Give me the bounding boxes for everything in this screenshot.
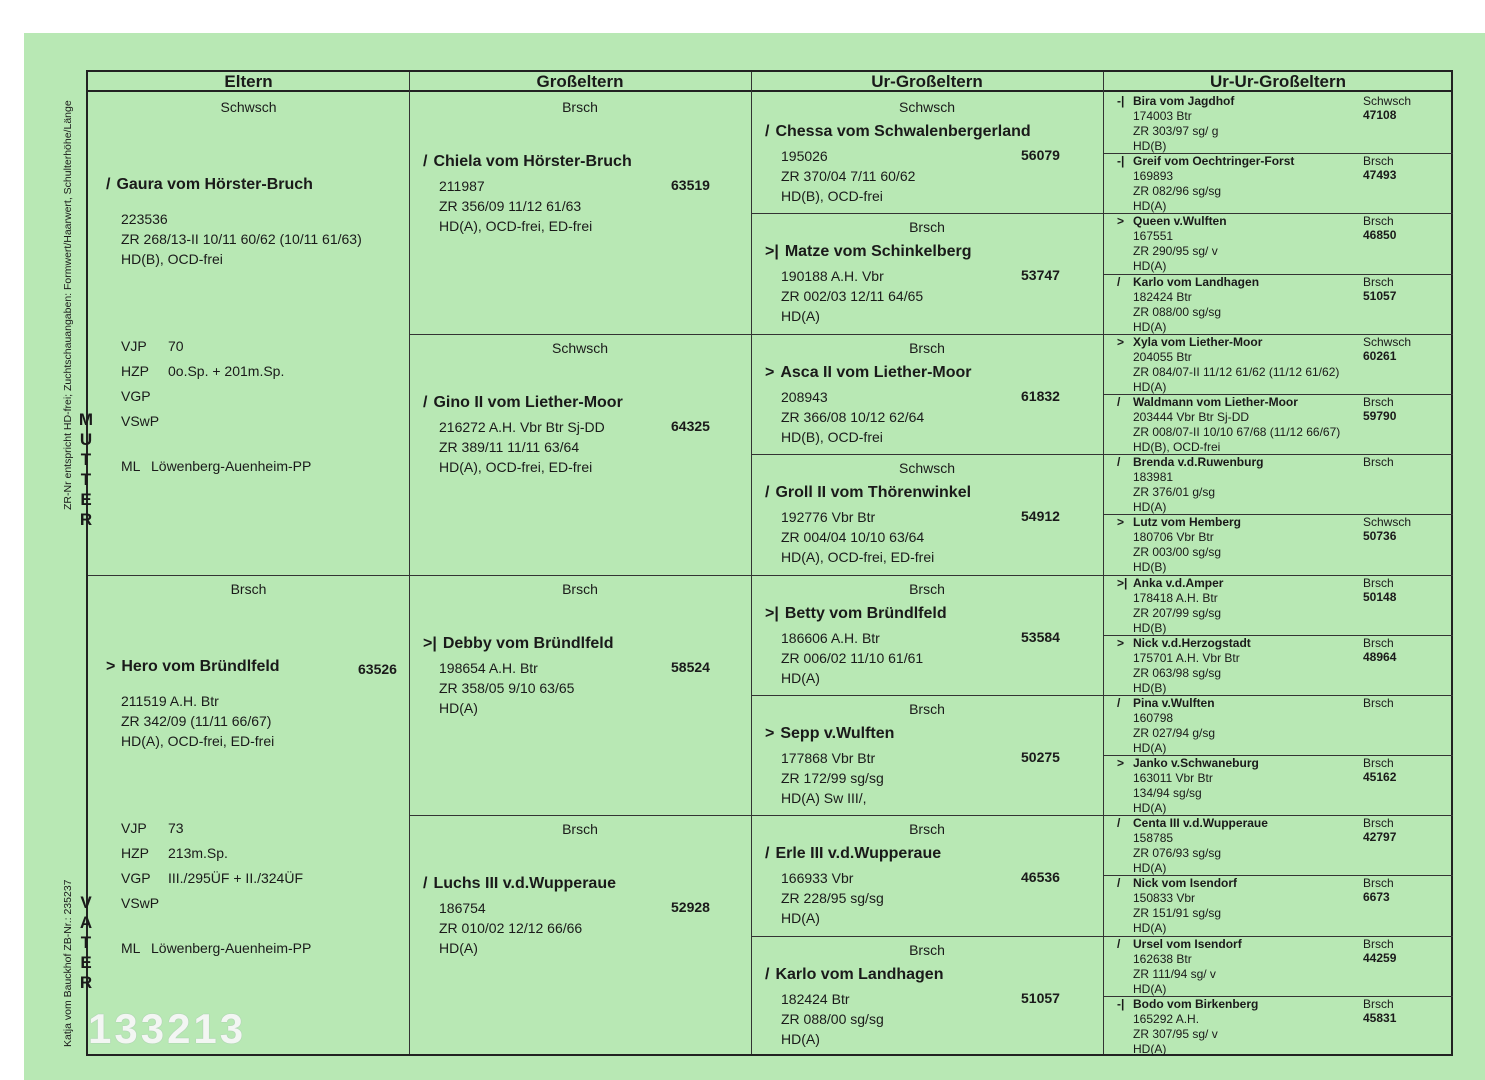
breed-label: Brsch: [909, 700, 945, 717]
line-mark: >: [1117, 635, 1125, 650]
line-mark: >|: [423, 634, 437, 652]
breed-label: Brsch: [1363, 394, 1394, 409]
label-letter: R: [79, 510, 93, 529]
dog-name: Ursel vom Isendorf: [1133, 936, 1242, 951]
dog-name: [765, 364, 972, 382]
dog-name: Queen v.Wulften: [1133, 214, 1227, 229]
line-mark: /: [1117, 394, 1121, 409]
dog-detail: HD(A): [781, 669, 820, 686]
line-mark: >: [106, 657, 116, 675]
line-mark: -|: [1117, 996, 1125, 1011]
dog-name: Pina v.Wulften: [1133, 695, 1215, 710]
trial-label: VSwP: [121, 894, 160, 911]
dog-detail: ZR 207/99 sg/sg: [1133, 605, 1222, 620]
gg-grandparent-cell: [1103, 454, 1453, 514]
label-letter: E: [80, 953, 92, 972]
line-mark: /: [1117, 816, 1121, 831]
gg-grandparent-cell: [1103, 815, 1453, 875]
registry-number: 63519: [671, 177, 710, 193]
breed-label: Schwsch: [551, 339, 609, 356]
dog-detail: ZR 027/94 g/sg: [1133, 725, 1216, 740]
trial-label: ML: [121, 458, 141, 474]
breed-label: Brsch: [1363, 816, 1394, 831]
dog-name: Nick v.d.Herzogstadt: [1133, 635, 1251, 650]
line-mark: -|: [1117, 94, 1125, 108]
dog-detail: 211987: [439, 178, 485, 194]
registry-number: 60261: [1363, 348, 1397, 363]
dog-detail: HD(A): [439, 940, 478, 957]
breed-label: Brsch: [230, 580, 267, 597]
trial-value: Löwenberg-Auenheim-PP: [151, 939, 312, 956]
dog-detail: 186754: [439, 900, 486, 917]
dog-detail: ZR 082/96 sg/sg: [1133, 184, 1222, 199]
dog-name-text: Betty vom Bründlfeld: [784, 604, 947, 622]
registry-number: 50736: [1363, 529, 1397, 544]
line-mark: /: [1117, 936, 1121, 951]
dog-detail: HD(A): [1133, 259, 1167, 274]
dog-detail: ZR 228/95 sg/sg: [781, 890, 884, 907]
dog-name-text: Erle III v.d.Wupperaue: [775, 845, 942, 863]
gg-grandparent-cell: [1103, 213, 1453, 273]
dog-name: [765, 845, 941, 863]
dog-detail: HD(B), OCD-frei: [1133, 439, 1221, 454]
breed-label: Schwsch: [1363, 94, 1412, 108]
registry-number: 48964: [1363, 649, 1397, 664]
breed-label: Brsch: [1363, 214, 1394, 229]
trial-label: HZP: [121, 844, 149, 861]
dog-name: Bira vom Jagdhof: [1133, 94, 1235, 108]
dog-name: [423, 394, 623, 412]
line-mark: >|: [765, 243, 779, 261]
dog-detail: 177868 Vbr Btr: [781, 749, 876, 766]
line-mark: /: [423, 153, 428, 170]
dog-name: Brenda v.d.Ruwenburg: [1133, 455, 1264, 470]
gg-grandparent-cell: [1103, 996, 1453, 1056]
dog-detail: ZR 063/98 sg/sg: [1133, 665, 1222, 680]
line-mark: >|: [765, 604, 779, 622]
dog-detail: 190188 A.H. Vbr: [781, 268, 884, 285]
dog-detail: 165292 A.H.: [1133, 1011, 1200, 1026]
pedigree-table: [86, 70, 1453, 1056]
dog-detail: ZR 002/03 12/11 64/65: [781, 288, 924, 305]
dog-name: Karlo vom Landhagen: [1133, 274, 1260, 289]
dog-detail: HD(A): [781, 1030, 820, 1047]
dog-detail: HD(A): [781, 910, 820, 927]
trial-value: 0o.Sp. + 201m.Sp.: [168, 363, 285, 379]
dog-detail: HD(B): [1133, 560, 1167, 575]
dog-detail: HD(A): [781, 308, 820, 325]
registry-number: 61832: [1021, 387, 1060, 404]
dog-detail: ZR 010/02 12/12 66/66: [439, 920, 583, 937]
dog-detail: ZR 111/94 sg/ v: [1133, 966, 1216, 981]
dog-detail: HD(A): [1133, 319, 1167, 334]
gg-grandparent-cell: [1103, 514, 1453, 574]
dog-detail: ZR 307/95 sg/ v: [1133, 1026, 1218, 1041]
breed-label: Brsch: [1363, 876, 1394, 891]
trial-value: Löwenberg-Auenheim-PP: [151, 458, 312, 474]
trial-label: HZP: [121, 363, 149, 379]
dog-detail: 186606 A.H. Btr: [781, 629, 880, 646]
dog-detail: 195026: [781, 148, 828, 164]
dog-detail: ZR 088/00 sg/sg: [1133, 304, 1222, 319]
registry-number: 59790: [1363, 408, 1397, 423]
line-mark: -|: [1117, 154, 1125, 169]
dog-detail: ZR 006/02 11/10 61/61: [781, 649, 924, 666]
dog-detail: ZR 004/04 10/10 63/64: [781, 529, 925, 546]
dog-name-text: Chiela vom Hörster-Bruch: [433, 153, 632, 170]
registry-number: 44259: [1363, 950, 1397, 965]
dog-detail: HD(A) Sw III/,: [781, 789, 867, 806]
line-mark: /: [1117, 876, 1121, 891]
dog-detail: HD(B), OCD-frei: [781, 188, 883, 204]
dog-name: [765, 966, 943, 984]
dog-detail: 203444 Vbr Btr Sj-DD: [1133, 409, 1250, 424]
breed-label: Brsch: [909, 941, 945, 958]
dog-detail: ZR 358/05 9/10 63/65: [439, 679, 575, 696]
dog-detail: HD(B): [1133, 680, 1167, 695]
line-mark: /: [106, 176, 111, 193]
dog-detail: 211519 A.H. Btr: [121, 692, 219, 709]
line-mark: /: [765, 123, 770, 140]
dog-detail: 204055 Btr: [1133, 349, 1192, 364]
dog-detail: HD(B): [1133, 139, 1167, 153]
grandparent-cell: [409, 334, 751, 575]
dog-name: Waldmann vom Liether-Moor: [1133, 394, 1298, 409]
column-header-1: Eltern: [88, 72, 409, 92]
grandparent-cell: [409, 815, 751, 1056]
dog-detail: ZR 151/91 sg/sg: [1133, 906, 1222, 921]
line-mark: /: [1117, 695, 1121, 710]
label-letter: M: [78, 410, 94, 429]
gg-grandparent-cell: [1103, 153, 1453, 213]
side-note-bottom: Katja vom Bauckhof ZB-Nr.: 235237: [62, 879, 74, 1047]
dog-detail: ZR 303/97 sg/ g: [1133, 124, 1219, 138]
dog-detail: ZR 290/95 sg/ v: [1133, 244, 1218, 259]
dog-name: [765, 243, 972, 261]
trial-value: 213m.Sp.: [168, 844, 228, 861]
dog-detail: 162638 Btr: [1133, 951, 1192, 966]
registry-number: 64325: [671, 417, 710, 434]
breed-label: Brsch: [1363, 695, 1394, 710]
dog-name-text: Groll II vom Thörenwinkel: [775, 484, 972, 502]
dog-detail: ZR 356/09 11/12 61/63: [439, 198, 582, 214]
gg-grandparent-cell: [1103, 93, 1453, 153]
dog-detail: HD(B), OCD-frei: [121, 251, 223, 267]
registry-number: 52928: [671, 899, 710, 916]
registry-number: 46850: [1363, 228, 1397, 243]
dog-name: Anka v.d.Amper: [1133, 575, 1224, 590]
dog-name-text: Debby vom Bründlfeld: [442, 634, 614, 652]
trial-value: III./295ÜF + II./324ÜF: [168, 869, 304, 886]
breed-label: Brsch: [909, 339, 945, 356]
gg-grandparent-cell: [1103, 334, 1453, 394]
breed-label: Brsch: [909, 219, 945, 236]
dog-detail: 208943: [781, 388, 828, 405]
trial-label: ML: [121, 939, 141, 956]
dog-detail: HD(A): [1133, 861, 1167, 876]
dog-detail: ZR 342/09 (11/11 66/67): [121, 712, 272, 729]
registry-number: 50148: [1363, 589, 1397, 604]
registry-number: 53747: [1021, 267, 1060, 284]
column-header-2: Großeltern: [409, 72, 751, 92]
dog-detail: HD(A), OCD-frei, ED-frei: [121, 732, 275, 749]
dog-detail: HD(A): [439, 699, 478, 716]
breed-label: Schwsch: [898, 460, 956, 477]
dog-detail: 169893: [1133, 169, 1174, 184]
gg-grandparent-cell: [1103, 394, 1453, 454]
registry-number: 6673: [1363, 890, 1390, 905]
dog-detail: ZR 008/07-II 10/10 67/68 (11/12 66/67): [1133, 424, 1341, 439]
label-letter: A: [79, 913, 93, 932]
trial-label: VGP: [121, 388, 151, 404]
dog-detail: HD(A): [1133, 500, 1167, 515]
breed-label: Brsch: [1363, 756, 1394, 771]
label-letter: R: [79, 973, 93, 992]
registry-number: 46536: [1021, 869, 1060, 886]
line-mark: >: [1117, 334, 1125, 349]
dog-detail: 182424 Btr: [1133, 289, 1192, 304]
dog-detail: ZR 370/04 7/11 60/62: [781, 168, 916, 184]
dog-name: [765, 484, 971, 502]
great-grandparent-cell: [751, 936, 1103, 1056]
great-grandparent-cell: [751, 575, 1103, 695]
breed-label: Brsch: [1363, 154, 1394, 169]
label-letter: T: [80, 933, 92, 952]
dog-name-text: Hero vom Bründlfeld: [121, 657, 280, 675]
dog-name: Janko v.Schwaneburg: [1133, 756, 1259, 771]
grandparent-cell: [409, 575, 751, 816]
dog-detail: 150833 Vbr: [1133, 891, 1196, 906]
dog-detail: 166933 Vbr: [781, 870, 854, 887]
dog-detail: ZR 376/01 g/sg: [1133, 485, 1216, 500]
dog-name: Nick vom Isendorf: [1133, 876, 1238, 891]
label-letter: U: [79, 430, 93, 449]
great-grandparent-cell: [751, 213, 1103, 333]
dog-name: [423, 153, 632, 171]
column-header-3: Ur-Großeltern: [751, 72, 1103, 92]
dog-detail: HD(B), OCD-frei: [781, 428, 883, 445]
great-grandparent-cell: [751, 93, 1103, 213]
dog-detail: 158785: [1133, 831, 1174, 846]
dog-detail: 174003 Btr: [1133, 109, 1192, 123]
registry-number: 42797: [1363, 830, 1397, 845]
breed-label: Brsch: [1363, 936, 1394, 951]
dog-detail: HD(A), OCD-frei, ED-frei: [439, 218, 593, 234]
great-grandparent-cell: [751, 334, 1103, 454]
parent-cell: [88, 575, 409, 1057]
dog-detail: ZR 076/93 sg/sg: [1133, 846, 1222, 861]
dog-detail: ZR 366/08 10/12 62/64: [781, 408, 925, 425]
dog-name-text: Karlo vom Landhagen: [775, 965, 944, 983]
dog-name: [106, 658, 280, 676]
line-mark: /: [765, 965, 770, 983]
dog-detail: 182424 Btr: [781, 990, 850, 1007]
great-grandparent-cell: [751, 454, 1103, 574]
line-mark: /: [423, 875, 428, 893]
registry-number: 53584: [1021, 628, 1060, 645]
gg-grandparent-cell: [1103, 575, 1453, 635]
dog-name: Bodo vom Birkenberg: [1133, 996, 1259, 1011]
dog-detail: 160798: [1133, 710, 1174, 725]
dog-detail: HD(A), OCD-frei, ED-frei: [781, 549, 935, 566]
side-note-top: ZR-Nr entspricht HD-frei; Zuchtschauangaben: Formwert/Haarwert, Schulterhöhe/Länge: [62, 100, 74, 510]
dog-name-text: Sepp v.Wulften: [780, 724, 895, 742]
registry-number: 47108: [1363, 108, 1397, 122]
line-mark: >: [1117, 515, 1125, 530]
breed-label: Schwsch: [1363, 515, 1412, 530]
column-header-4: Ur-Ur-Großeltern: [1103, 72, 1453, 92]
breed-label: Schwsch: [220, 99, 277, 115]
breed-label: Brsch: [562, 580, 598, 597]
breed-label: Schwsch: [898, 99, 956, 115]
breed-label: Brsch: [1363, 996, 1394, 1011]
dog-name-text: Gaura vom Hörster-Bruch: [116, 176, 313, 193]
line-mark: >: [1117, 756, 1125, 771]
breed-label: Brsch: [909, 580, 945, 597]
dog-detail: ZR 084/07-II 11/12 61/62 (11/12 61/62): [1133, 364, 1340, 379]
breed-label: Brsch: [1363, 274, 1394, 289]
dog-name: [765, 725, 894, 743]
dog-detail: HD(A): [1133, 740, 1167, 755]
dog-detail: ZR 389/11 11/11 63/64: [439, 438, 580, 455]
dog-name: [765, 123, 1031, 141]
dog-name: [423, 635, 614, 653]
registry-number: 54912: [1021, 508, 1060, 525]
breed-label: Brsch: [1363, 635, 1394, 650]
line-mark: /: [765, 484, 770, 502]
breed-label: Brsch: [562, 99, 598, 115]
gg-grandparent-cell: [1103, 875, 1453, 935]
dog-name: Xyla vom Liether-Moor: [1133, 334, 1263, 349]
dog-detail: HD(A): [1133, 1041, 1167, 1056]
trial-value: 70: [168, 338, 184, 354]
dog-detail: 180706 Vbr Btr: [1133, 530, 1214, 545]
trial-value: 73: [168, 819, 184, 836]
trial-label: VGP: [121, 869, 151, 886]
dog-detail: 178418 A.H. Btr: [1133, 590, 1218, 605]
breed-label: Schwsch: [1363, 334, 1412, 349]
dog-detail: ZR 172/99 sg/sg: [781, 769, 884, 786]
registry-number: 63526: [358, 660, 397, 677]
dog-name-text: Gino II vom Liether-Moor: [433, 393, 623, 411]
dog-name-text: Chessa vom Schwalenbergerland: [775, 123, 1031, 140]
registry-number: 56079: [1021, 147, 1060, 163]
dog-detail: ZR 268/13-II 10/11 60/62 (10/11 61/63): [121, 231, 362, 247]
gg-grandparent-cell: [1103, 695, 1453, 755]
line-mark: >: [1117, 214, 1125, 229]
dog-detail: 167551: [1133, 229, 1174, 244]
dog-name: Greif vom Oechtringer-Forst: [1133, 154, 1295, 169]
line-mark: >: [765, 724, 775, 742]
dog-name: [765, 605, 947, 623]
registry-number: 47493: [1363, 168, 1397, 183]
registry-number: 50275: [1021, 748, 1060, 765]
dog-detail: HD(A): [1133, 379, 1167, 394]
dog-detail: 163011 Vbr Btr: [1133, 771, 1213, 786]
dog-name-text: Matze vom Schinkelberg: [784, 243, 972, 261]
dog-detail: ZR 088/00 sg/sg: [781, 1010, 884, 1027]
registry-number: 45162: [1363, 770, 1397, 785]
dog-detail: HD(B): [1133, 620, 1167, 635]
line-mark: >: [765, 363, 775, 381]
grandparent-cell: [409, 93, 751, 334]
dog-detail: HD(A): [1133, 981, 1167, 996]
registry-number: 51057: [1363, 288, 1397, 303]
label-letter: T: [80, 450, 92, 469]
dog-detail: 223536: [121, 211, 168, 227]
parent-cell: [88, 93, 409, 575]
trial-label: VSwP: [121, 413, 160, 429]
trial-label: VJP: [121, 338, 147, 354]
gg-grandparent-cell: [1103, 274, 1453, 334]
breed-label: Brsch: [1363, 575, 1394, 590]
dog-detail: HD(A): [1133, 801, 1167, 816]
dog-detail: HD(A), OCD-frei, ED-frei: [439, 458, 593, 475]
dog-detail: HD(A): [1133, 199, 1167, 214]
great-grandparent-cell: [751, 815, 1103, 935]
dog-detail: 198654 A.H. Btr: [439, 659, 538, 676]
line-mark: /: [423, 393, 428, 411]
dog-name-text: Asca II vom Liether-Moor: [780, 363, 972, 381]
line-mark: /: [1117, 274, 1121, 289]
dog-detail: 183981: [1133, 470, 1174, 485]
label-letter: E: [80, 490, 92, 509]
label-letter: V: [80, 893, 92, 912]
dog-name: Lutz vom Hemberg: [1133, 515, 1242, 530]
great-grandparent-cell: [751, 695, 1103, 815]
dog-detail: ZR 003/00 sg/sg: [1133, 545, 1222, 560]
breed-label: Brsch: [1363, 455, 1394, 470]
line-mark: >|: [1117, 575, 1128, 590]
dog-name: Centa III v.d.Wupperaue: [1133, 816, 1268, 831]
embossed-stamp: 133213: [88, 1005, 247, 1052]
gg-grandparent-cell: [1103, 635, 1453, 695]
dog-detail: HD(A): [1133, 921, 1167, 936]
dog-name: [423, 875, 616, 893]
trial-label: VJP: [121, 819, 147, 836]
registry-number: 58524: [671, 658, 710, 675]
line-mark: /: [765, 845, 770, 863]
dog-detail: 134/94 sg/sg: [1133, 786, 1202, 801]
gg-grandparent-cell: [1103, 755, 1453, 815]
line-mark: /: [1117, 455, 1121, 470]
breed-label: Brsch: [562, 821, 598, 838]
registry-number: 45831: [1363, 1010, 1397, 1025]
dog-detail: 192776 Vbr Btr: [781, 509, 876, 526]
gg-grandparent-cell: [1103, 936, 1453, 996]
dog-name: [106, 176, 313, 194]
registry-number: 51057: [1021, 989, 1060, 1006]
dog-detail: 175701 A.H. Vbr Btr: [1133, 650, 1240, 665]
dog-detail: 216272 A.H. Vbr Btr Sj-DD: [439, 418, 605, 435]
label-letter: T: [80, 470, 92, 489]
breed-label: Brsch: [909, 821, 945, 838]
dog-name-text: Luchs III v.d.Wupperaue: [433, 875, 616, 893]
